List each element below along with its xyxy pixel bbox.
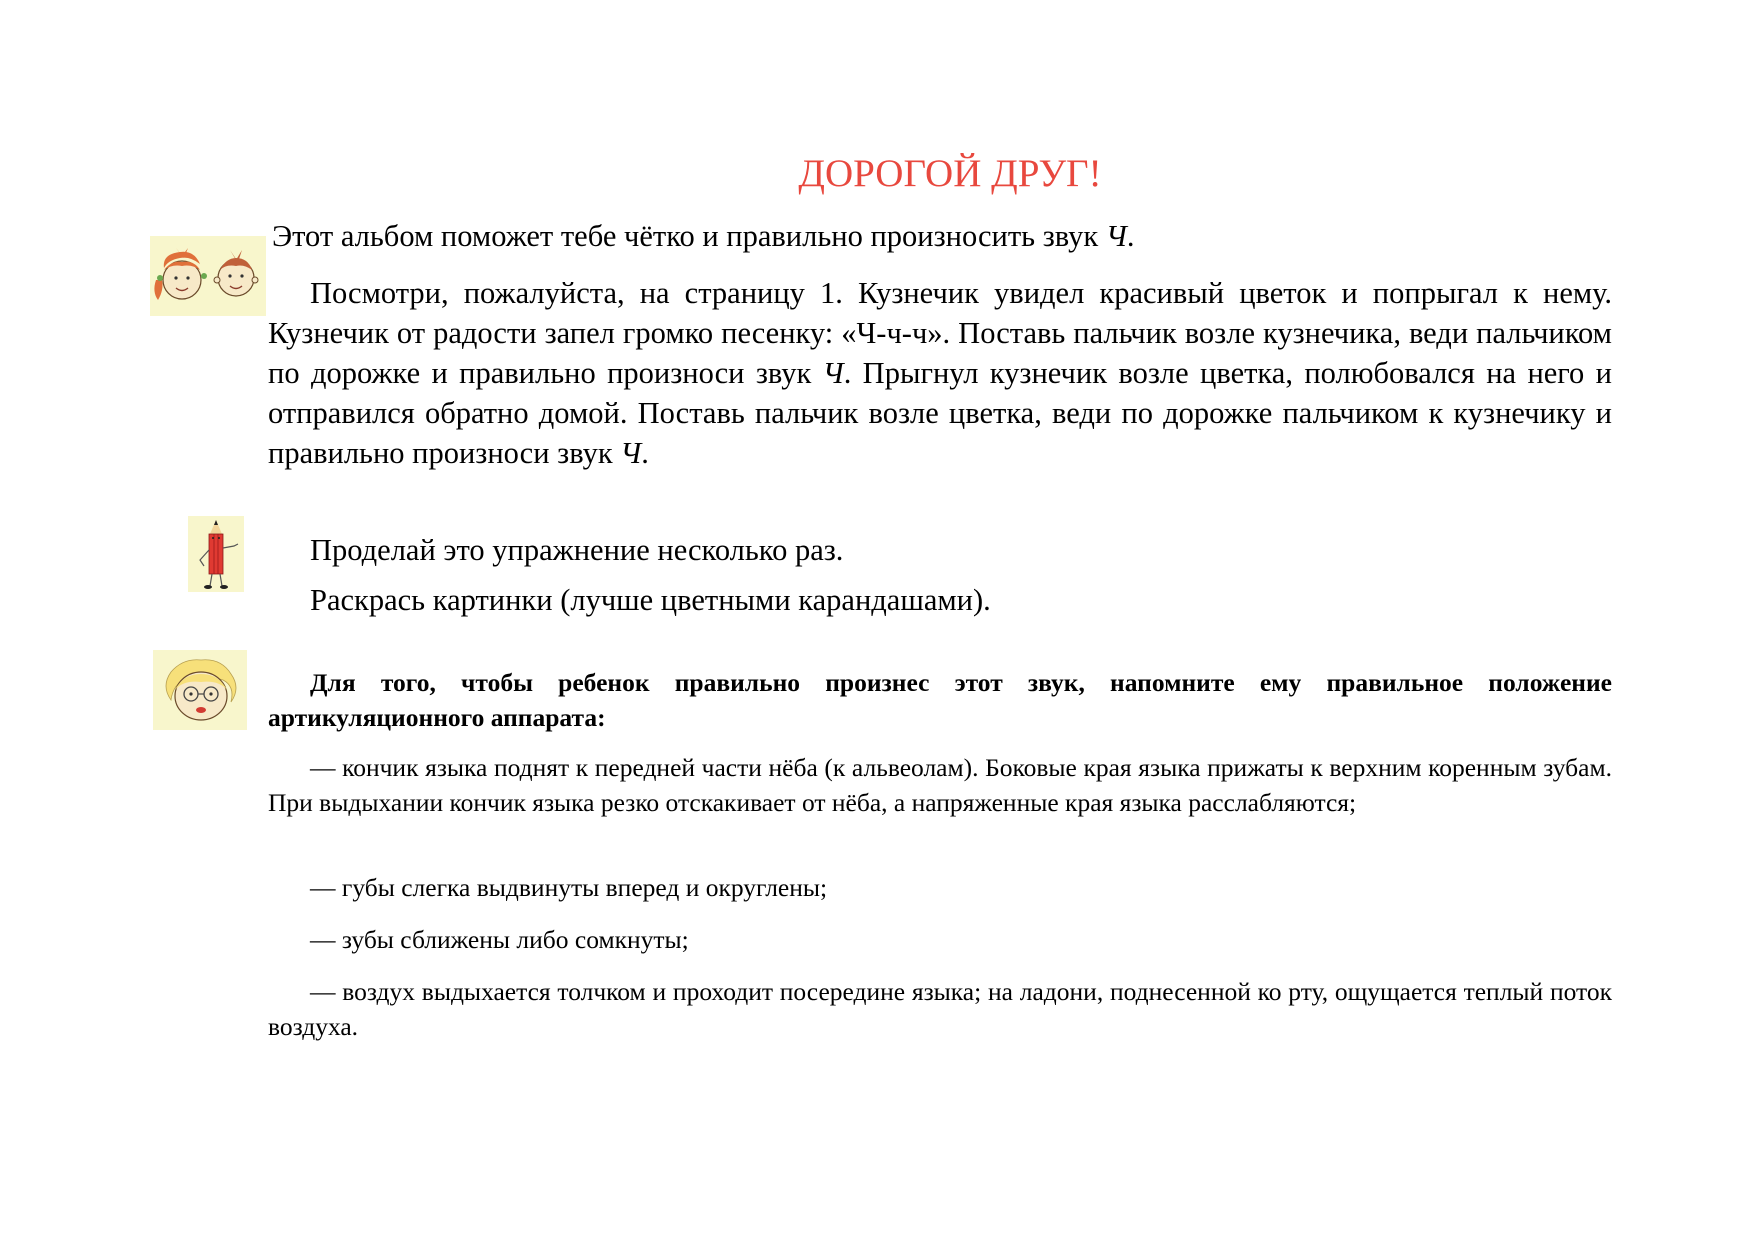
child-section	[268, 216, 1612, 256]
teacher-face-icon	[153, 650, 247, 730]
parent-lead-text: Для того, чтобы ребенок правильно произнес этот звук, напомните ему правильное положение артикуляционного аппарата:	[268, 668, 1612, 732]
repeat-text: Проделай это упражнение несколько раз.	[310, 533, 844, 567]
articulation-item	[268, 974, 1612, 1044]
sound-letter: Ч	[1105, 219, 1127, 253]
sound-letter: Ч	[620, 436, 642, 470]
articulation-item-text: — воздух выдыхается толчком и проходит посередине языка; на ладони, поднесенной ко рту, ощущается теплый поток воздуха.	[268, 977, 1612, 1041]
instruction-end: .	[641, 436, 649, 470]
articulation-item	[268, 922, 1612, 957]
coloring-text: Раскрась картинки (лучше цветными карандашами).	[310, 583, 991, 617]
articulation-item-text: — зубы сближены либо сомкнуты;	[310, 925, 689, 954]
intro-text: Этот альбом поможет тебе чётко и правильно произносить звук	[272, 219, 1106, 253]
articulation-item-text: — кончик языка поднят к передней части нёба (к альвеолам). Боковые края языка прижаты к верхним коренным зубам. При выдыхании кончик языка резко отскакивает от нёба, а напряженные края языка расслабляются;	[268, 753, 1612, 817]
articulation-item	[268, 870, 1612, 905]
intro-paragraph	[272, 216, 1612, 256]
articulation-item-text: — губы слегка выдвинуты вперед и округлены;	[310, 873, 828, 902]
children-faces-icon	[150, 236, 266, 316]
instruction-paragraph	[268, 273, 1612, 473]
instruction-part1: Посмотри, пожалуйста, на страницу 1. Кузнечик увидел красивый цветок и попрыгал к нему. Кузнечик от радости запел громко песенку: «Ч-ч-ч». Поставь пальчик возле кузнечика, веди пальчиком по дорожке и правильно произноси звук	[268, 276, 1612, 390]
page-title: ДОРОГОЙ ДРУГ!	[798, 152, 1102, 195]
repeat-paragraph	[310, 530, 1610, 570]
sound-letter: Ч	[822, 356, 844, 390]
intro-end: .	[1126, 219, 1135, 253]
coloring-paragraph	[310, 580, 1610, 620]
pencil-character-icon	[188, 516, 244, 592]
articulation-item	[268, 750, 1612, 820]
parent-lead-paragraph	[268, 665, 1612, 735]
instruction-part2: . Прыгнул кузнечик возле цветка, полюбовался на него и отправился обратно домой. Поставь пальчик возле цветка, веди по дорожке пальчиком к кузнечику и правильно произноси звук	[268, 356, 1612, 470]
